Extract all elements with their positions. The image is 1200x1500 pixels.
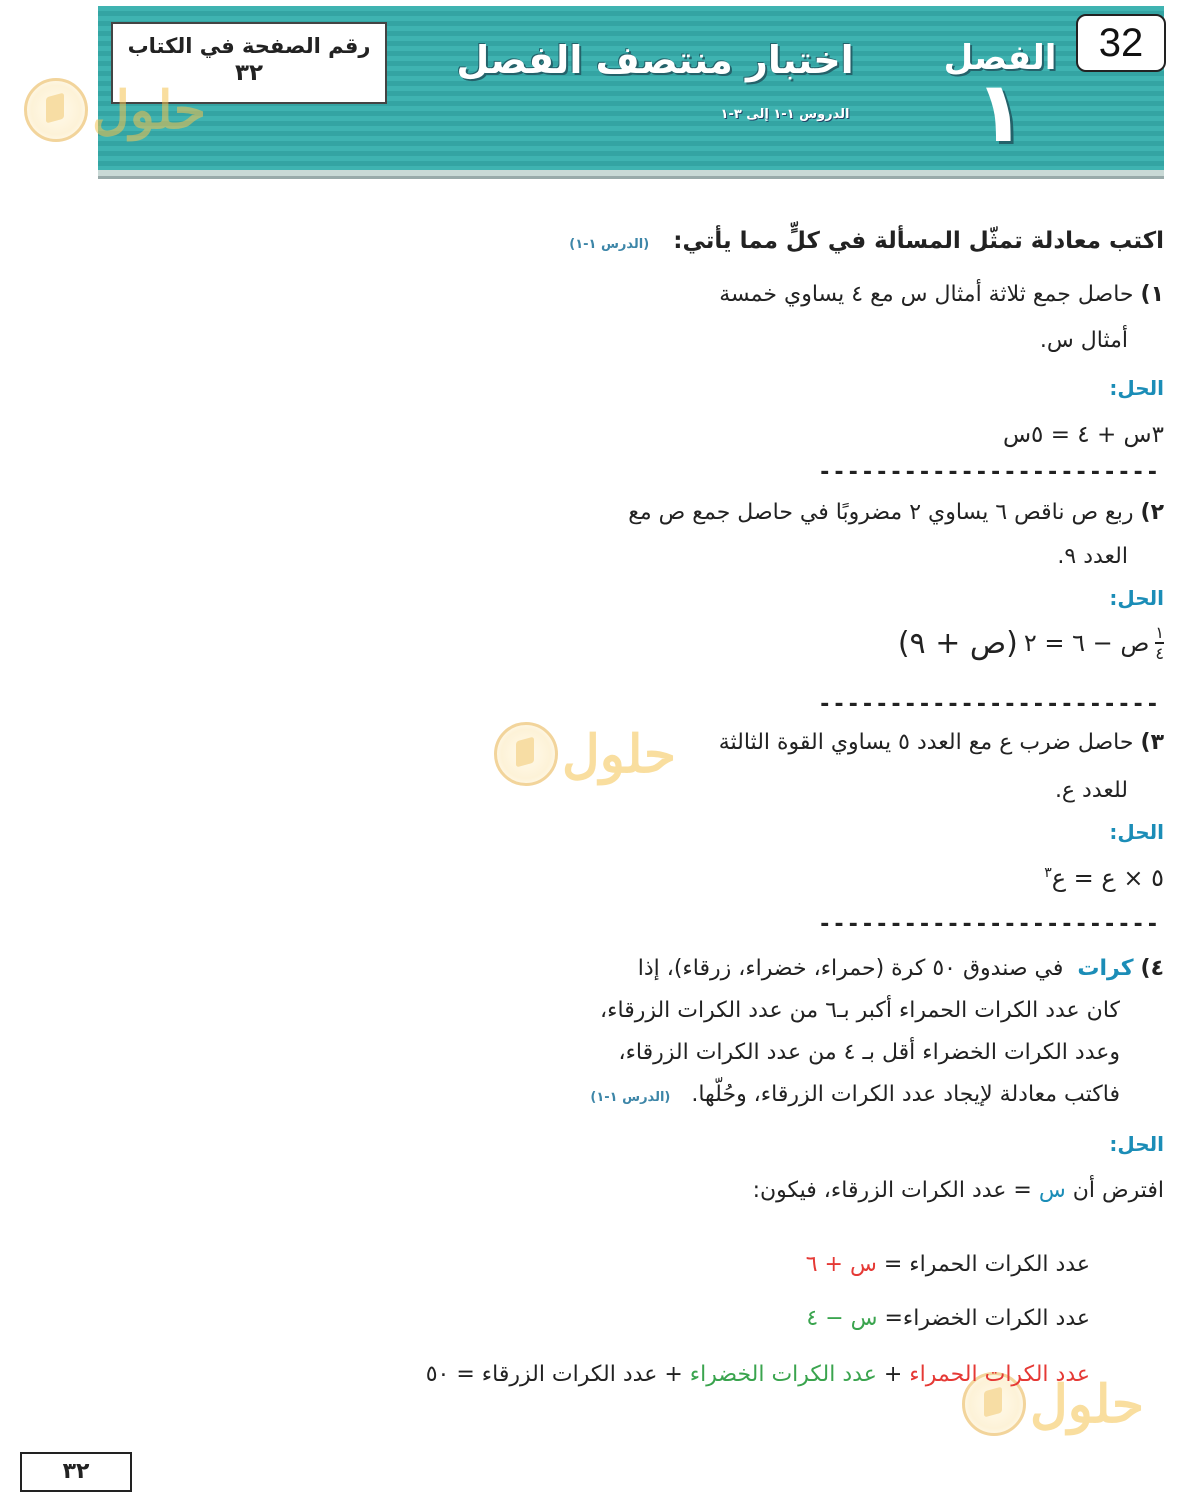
- equation-base: ٥ × ع = ع: [1051, 864, 1164, 892]
- assume-prefix: افترض أن: [1072, 1178, 1164, 1203]
- watermark-text: حلول: [92, 79, 207, 141]
- question-text: فاكتب معادلة لإيجاد عدد الكرات الزرقاء، وحُلّها.: [691, 1082, 1120, 1107]
- solution-label: الحل:: [1109, 376, 1164, 400]
- green-expression: س − ٤: [806, 1306, 878, 1331]
- question-number: ٢): [1140, 500, 1164, 525]
- red-balls-expression: [806, 1252, 1090, 1277]
- watermark-icon: [24, 78, 88, 142]
- lesson-tag: (الدرس ١-١): [569, 237, 650, 252]
- solution-label: الحل:: [1109, 586, 1164, 610]
- watermark-text: حلول: [562, 723, 677, 785]
- question-text: في صندوق ٥٠ كرة (حمراء، خضراء، زرقاء)، إذا: [637, 956, 1064, 981]
- sum-red: عدد الكرات الحمراء: [909, 1362, 1090, 1387]
- question-4-line-2: كان عدد الكرات الحمراء أكبر بـ٦ من عدد الكرات الزرقاء،: [600, 998, 1120, 1023]
- assumption: [753, 1178, 1164, 1203]
- question-1-line-2: أمثال س.: [1039, 328, 1128, 353]
- page-title: اختبار منتصف الفصل: [456, 38, 854, 82]
- q1-equation: ٣س + ٤ = ٥س: [1002, 422, 1164, 448]
- question-text: حاصل ضرب ع مع العدد ٥ يساوي القوة الثالثة: [718, 730, 1134, 755]
- watermark-logo: [24, 78, 206, 142]
- watermark-text: حلول: [1030, 1373, 1145, 1435]
- equation-exponent: ٣: [1044, 865, 1052, 881]
- red-label: عدد الكرات الحمراء =: [883, 1252, 1090, 1277]
- q2-equation: [898, 624, 1164, 662]
- solution-label: الحل:: [1109, 1132, 1164, 1156]
- sum-green: عدد الكرات الخضراء: [689, 1362, 877, 1387]
- q3-equation: [1044, 864, 1164, 892]
- watermark-logo: [494, 722, 676, 786]
- question-4-line-3: وعدد الكرات الخضراء أقل بـ ٤ من عدد الكرات الزرقاء،: [618, 1040, 1120, 1065]
- question-2-line-2: العدد ٩.: [1057, 544, 1128, 569]
- question-text: حاصل جمع ثلاثة أمثال س مع ٤ يساوي خمسة: [719, 282, 1134, 307]
- question-3-line-2: للعدد ع.: [1054, 778, 1128, 803]
- separator: ------------------------: [818, 912, 1160, 937]
- watermark-icon: [494, 722, 558, 786]
- red-expression: س + ٦: [805, 1252, 877, 1277]
- question-2: [628, 500, 1164, 525]
- fraction: [1155, 624, 1164, 662]
- plus-sign: +: [664, 1362, 683, 1387]
- assume-variable: س: [1038, 1178, 1066, 1203]
- question-4: [638, 956, 1164, 981]
- topic-label: كرات: [1077, 956, 1134, 981]
- question-4-line-4: [590, 1082, 1120, 1107]
- fraction-denominator: ٤: [1155, 643, 1164, 663]
- footer-page-number: ٣٢: [20, 1452, 132, 1492]
- fraction-numerator: ١: [1155, 623, 1164, 642]
- question-number: ١): [1140, 282, 1164, 307]
- assume-suffix: = عدد الكرات الزرقاء، فيكون:: [752, 1178, 1032, 1203]
- instruction-text: اكتب معادلة تمثّل المسألة في كلٍّ مما يأتي:: [673, 228, 1164, 254]
- question-number: ٣): [1140, 730, 1164, 755]
- plus-sign: +: [883, 1362, 903, 1387]
- sum-blue: عدد الكرات الزرقاء = ٥٠: [425, 1362, 658, 1387]
- solution-label: الحل:: [1109, 820, 1164, 844]
- book-page-number: ٣٢: [234, 60, 264, 86]
- question-text: ربع ص ناقص ٦ يساوي ٢ مضروبًا في حاصل جمع ص مع: [628, 500, 1134, 525]
- chapter-number: ١: [974, 63, 1026, 161]
- book-page-label: رقم الصفحة في الكتاب: [127, 34, 371, 58]
- lessons-range: الدروس ١-١ إلى ٣-١: [720, 107, 850, 122]
- green-label: عدد الكرات الخضراء=: [884, 1306, 1090, 1331]
- lesson-tag: (الدرس ١-١): [590, 1090, 671, 1105]
- separator: ------------------------: [818, 692, 1160, 717]
- question-3: [719, 730, 1164, 755]
- equation-part: ص − ٦ = ٢: [1023, 629, 1150, 658]
- question-1: [719, 282, 1164, 307]
- instruction: [569, 228, 1164, 254]
- page-number-badge: 32: [1076, 14, 1166, 72]
- sum-equation: [426, 1362, 1090, 1387]
- chapter-label: الفصل: [943, 38, 1057, 78]
- question-number: ٤): [1140, 956, 1164, 981]
- green-balls-expression: [806, 1306, 1090, 1331]
- equation-parenthesis: (ص + ٩): [897, 625, 1018, 661]
- separator: ------------------------: [818, 460, 1160, 485]
